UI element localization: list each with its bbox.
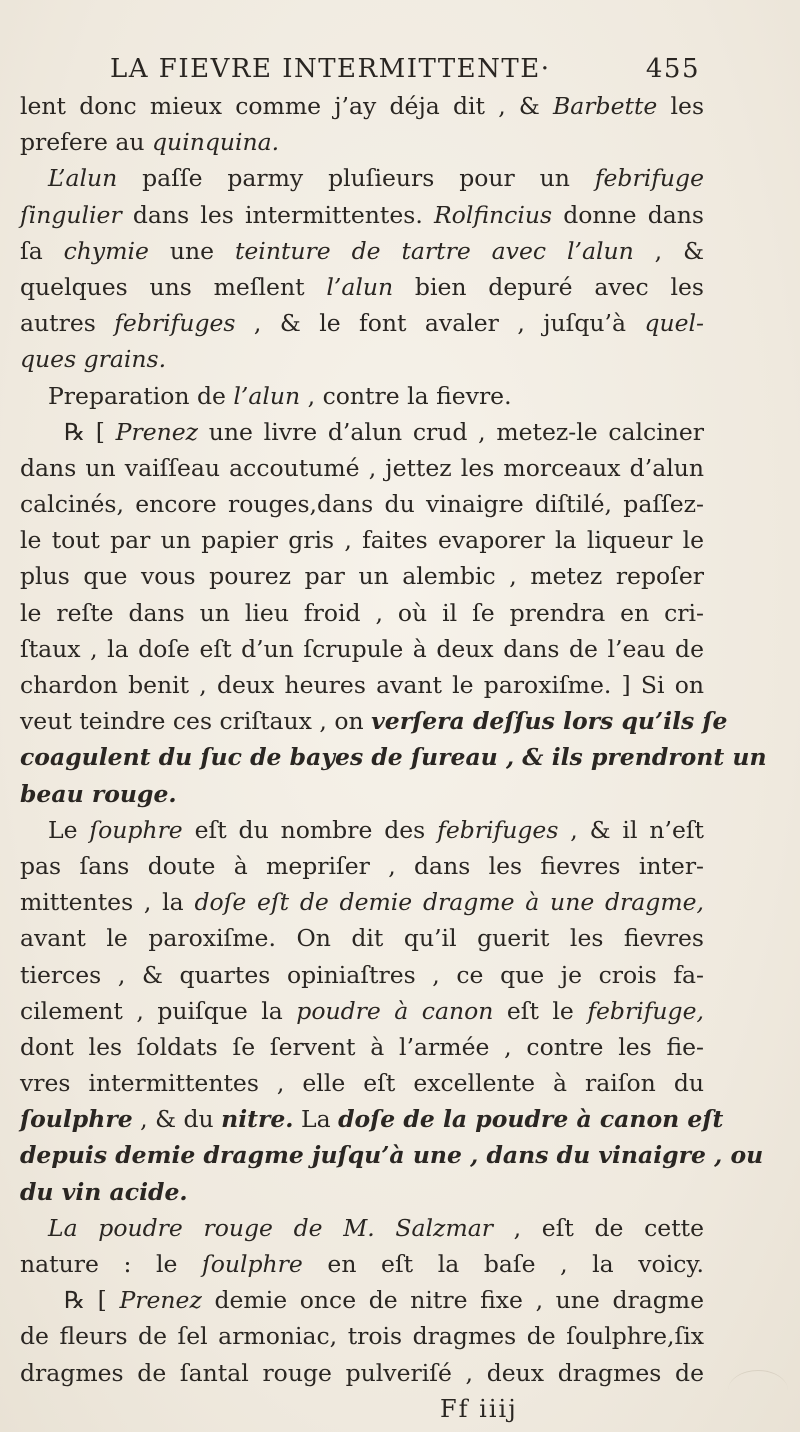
text-line bbox=[20, 920, 704, 956]
text-line bbox=[20, 160, 704, 196]
text-line bbox=[20, 993, 704, 1029]
text-run: pas ſans doute à mepriſer , dans les fievres inter- bbox=[20, 851, 704, 880]
text-run: nature : le bbox=[20, 1250, 202, 1278]
italic-text: ſouphre bbox=[89, 815, 183, 844]
italic-text: febrifuges bbox=[437, 815, 559, 844]
text-run: en eſt la baſe , la voicy. bbox=[302, 1250, 704, 1278]
italic-text: quinquina. bbox=[152, 128, 280, 157]
text-run: dans les intermittentes. bbox=[121, 200, 434, 229]
text-run: une bbox=[148, 236, 235, 265]
text-run: chardon benit , deux heures avant le paroxiſme. ] Si on bbox=[20, 671, 704, 699]
italic-text: poudre à canon bbox=[296, 996, 494, 1025]
text-run: calcinés, encore rouges,dans du vinaigre diſtilé, paſſez- bbox=[20, 490, 704, 519]
text-run: de fleurs de ſel armoniac, trois dragmes de ſoulphre,ſix bbox=[20, 1322, 704, 1351]
italic-text: Prenez bbox=[115, 417, 199, 446]
text-line bbox=[20, 269, 704, 305]
text-line bbox=[20, 1318, 704, 1354]
italic-text: depuis demie dragme juſqu’à une , dans du vinaigre , ou bbox=[20, 1141, 764, 1170]
text-run: tierces , & quartes opiniaſtres , ce que je crois fa- bbox=[20, 960, 704, 989]
text-line bbox=[20, 1029, 704, 1065]
page-body-text bbox=[20, 88, 767, 1391]
text-run: lent donc mieux comme j’ay déja dit , & bbox=[20, 92, 554, 120]
text-line bbox=[20, 595, 704, 631]
italic-text: teinture de tartre avec l’alun bbox=[234, 236, 634, 265]
text-run: le reſte dans un lieu froid , où il ſe prendra en cri- bbox=[20, 598, 704, 627]
italic-text: doſe de la poudre à canon eſt bbox=[338, 1105, 724, 1134]
text-run: prefere au bbox=[20, 128, 153, 157]
italic-text: L’alun bbox=[48, 164, 118, 193]
text-run: , & le font avaler , juſqu’à bbox=[235, 309, 645, 338]
text-line bbox=[20, 1065, 704, 1101]
text-line bbox=[20, 739, 767, 775]
text-line bbox=[20, 1355, 704, 1391]
text-run: le tout par un papier gris , faites evaporer la liqueur le bbox=[20, 526, 704, 555]
italic-text: l’alun bbox=[326, 272, 394, 301]
text-line bbox=[20, 414, 704, 450]
text-line bbox=[20, 957, 704, 993]
text-line bbox=[20, 486, 704, 522]
italic-text: ques grains. bbox=[20, 345, 167, 374]
text-run: , & du bbox=[132, 1105, 222, 1134]
text-run: vres intermittentes , elle eſt excellente à raiſon du bbox=[20, 1069, 704, 1098]
italic-text: beau rouge. bbox=[20, 779, 177, 808]
text-run: Preparation de bbox=[48, 381, 234, 410]
text-line bbox=[20, 703, 728, 739]
text-run: cilement , puiſque la bbox=[20, 996, 297, 1025]
text-line bbox=[20, 197, 704, 233]
text-run: donne dans bbox=[552, 200, 704, 229]
text-run: Le bbox=[48, 815, 90, 844]
text-run: dont les ſoldats ſe ſervent à l’armée , contre les fie- bbox=[20, 1032, 704, 1061]
text-run: , & il n’eſt bbox=[558, 815, 705, 844]
italic-text: ſingulier bbox=[20, 200, 122, 229]
text-run: demie once de nitre fixe , une dragme bbox=[201, 1286, 704, 1315]
text-line bbox=[20, 667, 704, 703]
text-run: eſt du nombre des bbox=[182, 815, 438, 844]
italic-text: febrifuges bbox=[114, 309, 236, 338]
italic-text: febrifuge, bbox=[587, 996, 704, 1025]
italic-text: verſera deſſus lors qu’ils ſe bbox=[371, 707, 728, 736]
italic-text: Prenez bbox=[119, 1286, 202, 1315]
text-line bbox=[20, 88, 704, 124]
text-line bbox=[20, 522, 704, 558]
text-line bbox=[20, 305, 704, 341]
italic-text: coagulent du ſuc de bayes de ſureau , & ils prendront un bbox=[20, 743, 767, 772]
text-run: ſtaux , la doſe eſt d’un ſcrupule à deux dans de l’eau de bbox=[20, 634, 704, 663]
text-line bbox=[20, 558, 704, 594]
text-run: ſa bbox=[20, 236, 64, 265]
signature-mark: Ff iiij bbox=[440, 1395, 518, 1423]
text-run: une livre d’alun crud , metez-le calciner bbox=[198, 417, 704, 446]
text-run: paſſe parmy pluſieurs pour un bbox=[117, 164, 595, 193]
text-line bbox=[20, 812, 704, 848]
text-run: les bbox=[657, 92, 704, 120]
text-run: autres bbox=[20, 309, 115, 338]
italic-text: ſoulphre bbox=[202, 1250, 303, 1278]
italic-text: febrifuge bbox=[594, 164, 704, 193]
text-run: , & bbox=[633, 236, 704, 265]
italic-text: du vin acide. bbox=[20, 1177, 188, 1206]
text-line bbox=[20, 1174, 704, 1210]
italic-text: quel- bbox=[644, 309, 704, 338]
text-run: La bbox=[293, 1105, 339, 1134]
text-run: dans un vaiſſeau accoutumé , jettez les morceaux d’alun bbox=[20, 453, 704, 482]
text-run: , contre la fievre. bbox=[300, 381, 512, 410]
text-run: dragmes de ſantal rouge pulveriſé , deux dragmes de bbox=[20, 1358, 704, 1387]
text-run: ℞ [ bbox=[64, 417, 116, 446]
text-run: veut teindre ces criſtaux , on bbox=[20, 707, 372, 736]
text-line bbox=[20, 884, 704, 920]
text-run: avant le paroxiſme. On dit qu’il guerit les fievres bbox=[20, 924, 704, 953]
text-run: ℞ [ bbox=[64, 1286, 120, 1315]
text-line bbox=[20, 776, 704, 812]
paper-edge-mark bbox=[728, 1370, 788, 1411]
italic-text: nitre. bbox=[221, 1105, 294, 1134]
text-line bbox=[20, 341, 704, 377]
text-run: quelques uns meſlent bbox=[20, 272, 327, 301]
italic-text: Rolfincius bbox=[433, 200, 553, 229]
text-run: bien depuré avec les bbox=[393, 272, 704, 301]
italic-text: ſoulphre bbox=[20, 1105, 133, 1134]
page-number: 455 bbox=[645, 54, 700, 84]
italic-text: l’alun bbox=[233, 381, 301, 410]
italic-text: chymie bbox=[63, 236, 149, 265]
text-line bbox=[20, 848, 704, 884]
running-title: LA FIEVRE INTERMITTENTE· bbox=[110, 54, 551, 84]
text-line bbox=[20, 1137, 764, 1173]
text-run: mittentes , la bbox=[20, 888, 195, 917]
italic-text: La poudre rouge de M. Salzmar bbox=[48, 1213, 493, 1242]
text-line bbox=[20, 450, 704, 486]
italic-text: Barbette bbox=[553, 92, 658, 120]
text-line bbox=[20, 1210, 704, 1246]
text-line bbox=[20, 1282, 704, 1318]
text-run: , eſt de cette bbox=[492, 1213, 704, 1242]
text-line bbox=[20, 1101, 724, 1137]
text-run: plus que vous pourez par un alembic , metez repoſer bbox=[20, 562, 704, 591]
text-line bbox=[20, 233, 704, 269]
text-line bbox=[20, 631, 704, 667]
text-line bbox=[20, 124, 704, 160]
text-run: eſt le bbox=[493, 996, 588, 1025]
text-line bbox=[20, 1246, 704, 1282]
text-line bbox=[20, 378, 704, 414]
italic-text: doſe eſt de demie dragme à une dragme, bbox=[194, 888, 704, 917]
